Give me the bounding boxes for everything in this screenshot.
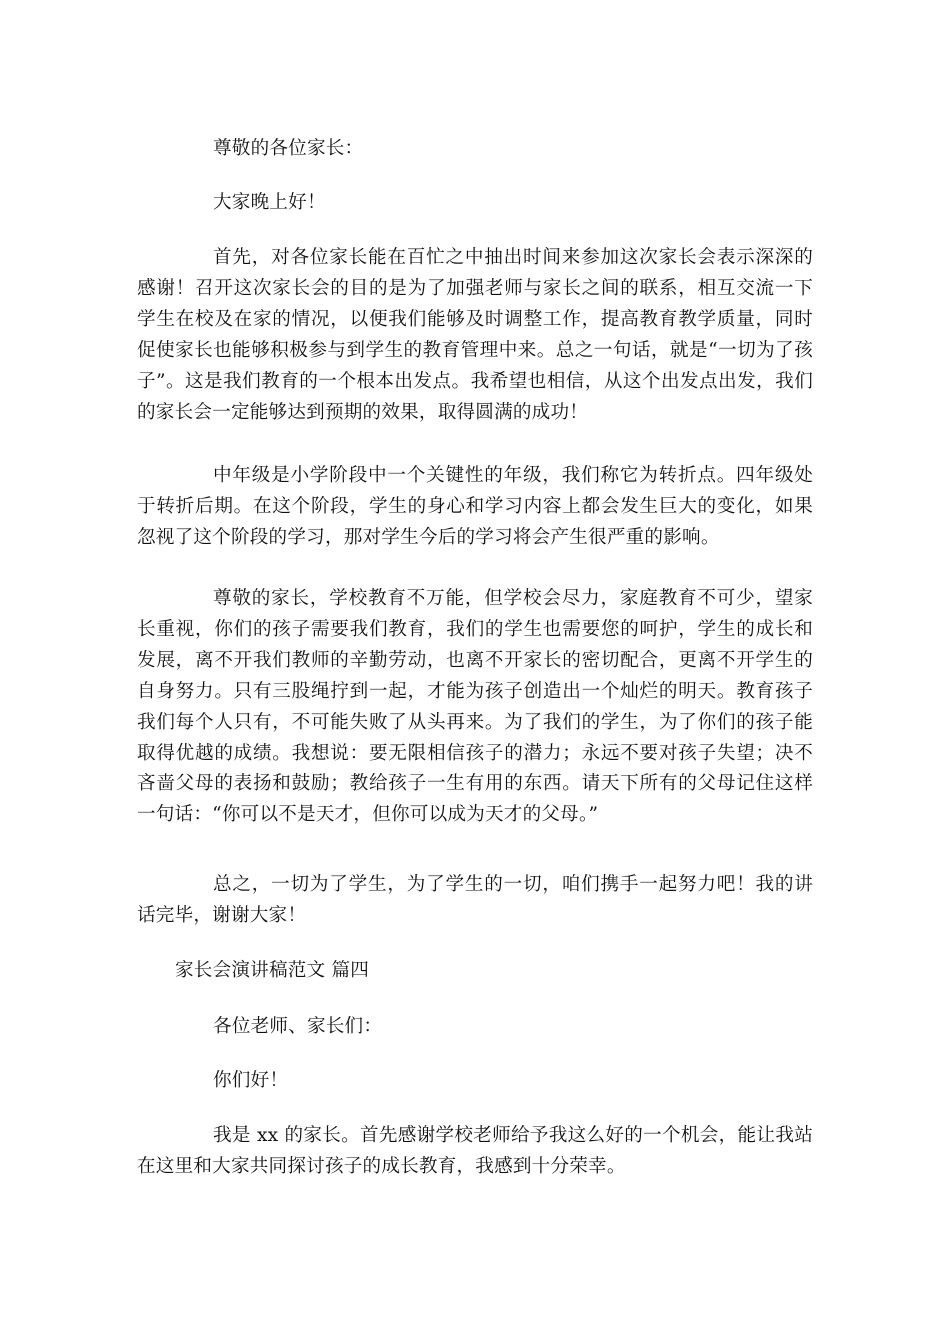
section-title: 家长会演讲稿范文 篇四 (175, 960, 370, 981)
hello-line: 你们好！ (213, 1070, 289, 1091)
paragraph-intro: 我是 xx 的家长。首先感谢学校老师给予我这么好的一个机会，能让我站在这里和大家共同探讨孩子的成长教育，我感到十分荣幸。 (137, 1125, 813, 1177)
paragraph-cooperation: 尊敬的家长，学校教育不万能，但学校会尽力，家庭教育不可少，望家长重视，你们的孩子需要我们教育，我们的学生也需要您的呵护，学生的成长和发展，离不开我们教师的辛勤劳动，也离不开家长的密切配合，更离不开学生的自身努力。只有三股绳拧到一起，才能为孩子创造出一个灿烂的明天。教育孩子我们每个人只有，不可能失败了从头再来。为了我们的学生，为了你们的孩子能取得优越的成绩。我想说：要无限相信孩子的潜力；永远不要对孩子失望；决不吝啬父母的表扬和鼓励；教给孩子一生有用的东西。请天下所有的父母记住这样一句话：“你可以不是天才，但你可以成为天才的父母。” (137, 588, 813, 826)
good-evening-line: 大家晚上好！ (213, 192, 326, 213)
paragraph-thanks: 首先，对各位家长能在百忙之中抽出时间来参加这次家长会表示深深的感谢！召开这次家长会的目的是为了加强老师与家长之间的联系，相互交流一下学生在校及在家的情况，以便我们能够及时调整工作，提高教育教学质量，同时促使家长也能够积极参与到学生的教育管理中来。总之一句话，就是“一切为了孩子”。这是我们教育的一个根本出发点。我希望也相信，从这个出发点出发，我们的家长会一定能够达到预期的效果，取得圆满的成功！ (137, 247, 813, 423)
greeting-parents: 尊敬的各位家长： (213, 138, 364, 159)
paragraph-closing: 总之，一切为了学生，为了学生的一切，咱们携手一起努力吧！我的讲话完毕，谢谢大家！ (137, 874, 813, 926)
paragraph-grade: 中年级是小学阶段中一个关键性的年级，我们称它为转折点。四年级处于转折后期。在这个阶段，学生的身心和学习内容上都会发生巨大的变化，如果忽视了这个阶段的学习，那对学生今后的学习将会产生很严重的影响。 (137, 465, 813, 548)
greeting-teachers: 各位老师、家长们： (213, 1016, 383, 1037)
